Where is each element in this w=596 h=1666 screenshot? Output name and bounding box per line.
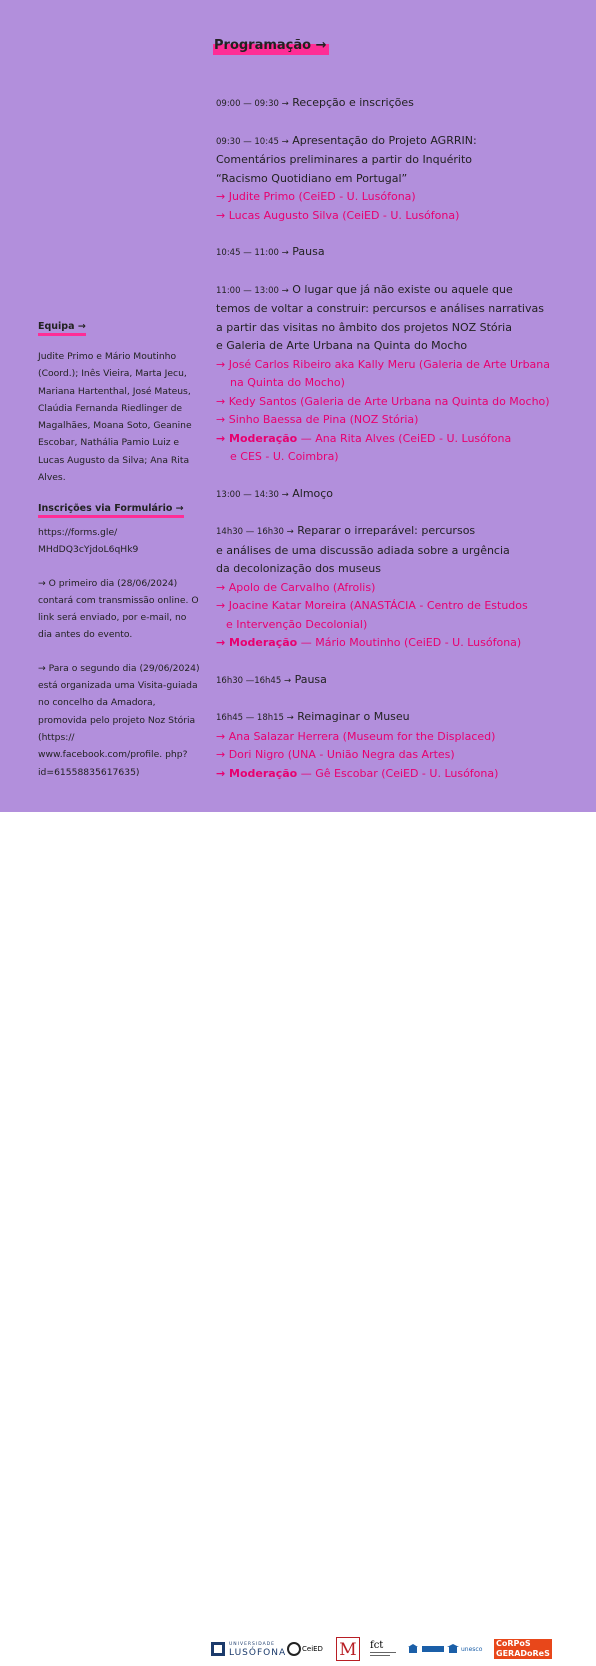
item-time: 09:30 — 10:45 → bbox=[216, 136, 289, 147]
speaker: → Apolo de Carvalho (Afrolis) bbox=[216, 580, 376, 594]
programacao-title: Programação → bbox=[214, 38, 327, 53]
item-title: Recepção e inscrições bbox=[292, 96, 414, 109]
ceied-emblem-icon bbox=[287, 1642, 301, 1656]
speaker: → Judite Primo (CeiED - U. Lusófona) bbox=[216, 190, 416, 203]
item-time: 09:00 — 09:30 → bbox=[216, 99, 289, 109]
item-title: Apresentação do Projeto AGRRIN: bbox=[292, 133, 477, 147]
item-title: e análises de uma discussão adiada sobre a urgência bbox=[216, 543, 510, 557]
speaker: → Kedy Santos (Galeria de Arte Urbana na Quinta do Mocho) bbox=[216, 394, 550, 408]
moderation: → Moderação — Ana Rita Alves (CeiED - U. Lusófona bbox=[216, 431, 512, 445]
schedule-item bbox=[216, 708, 576, 783]
item-title: Comentários preliminares a partir do Inquérito bbox=[216, 153, 472, 166]
unesco-text: unesco bbox=[461, 1645, 483, 1653]
item-time: 14h30 — 16h30 → bbox=[216, 527, 294, 537]
museum-m-icon bbox=[336, 1637, 360, 1661]
lusofona-emblem-icon bbox=[210, 1641, 226, 1657]
fct-text: fct bbox=[370, 1640, 384, 1651]
unesco-emblem-icon bbox=[408, 1644, 418, 1654]
form-link[interactable]: https://forms.gle/ MHdDQ3cYjdoL6qHk9 bbox=[38, 527, 139, 556]
day2-note: → Para o segundo dia (29/06/2024) está organizada uma Visita-guiada no concelho da Amadora, promovida pelo projeto Noz Stória (https:// www.facebook.com/profile. php?id=61558835617635) bbox=[38, 662, 200, 778]
fct-lines-icon bbox=[370, 1651, 396, 1657]
schedule-item bbox=[216, 94, 576, 114]
item-title: O lugar que já não existe ou aquele que bbox=[292, 282, 513, 296]
schedule bbox=[216, 94, 576, 801]
moderation: e CES - U. Coimbra) bbox=[230, 450, 339, 463]
schedule-item bbox=[216, 522, 576, 653]
museum-logo bbox=[336, 1632, 360, 1666]
unesco-temple-icon bbox=[447, 1644, 459, 1654]
item-title: Pausa bbox=[294, 672, 327, 686]
schedule-item bbox=[216, 281, 576, 467]
equipa-text: Judite Primo e Mário Moutinho (Coord.); Inês Vieira, Marta Jecu, Mariana Hartenthal, José Mateus, Claúdia Fernanda Riedlinger de Magalhães, Moana Soto, Geanine Escobar, Nathália Pamio Luiz e Lucas Augusto da Silva; Ana Rita Alves. bbox=[38, 351, 192, 484]
schedule-item bbox=[216, 671, 576, 691]
geradores-text: GERADoReS bbox=[496, 1649, 550, 1658]
item-title: “Racismo Quotidiano em Portugal” bbox=[216, 171, 408, 185]
schedule-item bbox=[216, 485, 576, 505]
partner-logo-icon bbox=[422, 1644, 444, 1654]
speaker: → Dori Nigro (UNA - União Negra das Artes) bbox=[216, 748, 455, 761]
equipa-section bbox=[38, 318, 200, 486]
moderation: → Moderação — Mário Moutinho (CeiED - U. Lusófona) bbox=[216, 636, 522, 649]
item-title: a partir das visitas no âmbito dos projetos NOZ Stória bbox=[216, 320, 512, 334]
poster bbox=[0, 0, 596, 812]
footer-logos bbox=[0, 812, 596, 1660]
corpos-text: CoRPoS bbox=[494, 1639, 552, 1649]
lusofona-small: UNIVERSIDADE bbox=[229, 1642, 275, 1647]
item-title: e Galeria de Arte Urbana na Quinta do Mocho bbox=[216, 339, 468, 352]
speaker: → Joacine Katar Moreira (ANASTÁCIA - Centro de Estudos bbox=[216, 599, 528, 612]
equipa-heading: Equipa → bbox=[38, 320, 86, 336]
item-time: 16h30 —16h45 → bbox=[216, 675, 292, 686]
item-title: da decolonização dos museus bbox=[216, 562, 381, 575]
item-time: 13:00 — 14:30 → bbox=[216, 489, 289, 500]
speaker: na Quinta do Mocho) bbox=[230, 376, 345, 389]
item-title: Pausa bbox=[292, 245, 325, 258]
inscricoes-section bbox=[38, 500, 200, 781]
inscricoes-heading: Inscrições via Formulário → bbox=[38, 502, 184, 518]
schedule-item bbox=[216, 243, 576, 263]
item-time: 11:00 — 13:00 → bbox=[216, 285, 289, 296]
schedule-item bbox=[216, 132, 576, 226]
speaker: e Intervenção Decolonial) bbox=[226, 617, 368, 631]
day1-note: → O primeiro dia (28/06/2024) contará com transmissão online. O link será enviado, por e-mail, no dia antes do evento. bbox=[38, 577, 199, 641]
speaker: → Sinho Baessa de Pina (NOZ Stória) bbox=[216, 413, 419, 426]
fct-logo bbox=[370, 1632, 396, 1666]
item-time: 10:45 — 11:00 → bbox=[216, 248, 289, 258]
svg-text:M: M bbox=[339, 1640, 357, 1660]
ceied-text: CeiED bbox=[302, 1645, 323, 1653]
moderation: → Moderação — Gê Escobar (CeiED - U. Lusófona) bbox=[216, 766, 499, 780]
speaker: → José Carlos Ribeiro aka Kally Meru (Galeria de Arte Urbana bbox=[216, 357, 551, 371]
lusofona-logo bbox=[210, 1632, 286, 1666]
item-title: temos de voltar a construir: percursos e análises narrativas bbox=[216, 302, 544, 315]
corpos-geradores-logo bbox=[494, 1632, 552, 1666]
speaker: → Ana Salazar Herrera (Museum for the Displaced) bbox=[216, 729, 496, 743]
item-title: Reimaginar o Museu bbox=[297, 710, 410, 723]
item-title: Reparar o irreparável: percursos bbox=[297, 524, 476, 537]
item-title: Almoço bbox=[292, 486, 334, 500]
item-time: 16h45 — 18h15 → bbox=[216, 713, 294, 723]
speaker: → Lucas Augusto Silva (CeiED - U. Lusófona) bbox=[216, 208, 460, 222]
lusofona-text: LUSÓFONA bbox=[229, 1648, 287, 1658]
ceied-logo bbox=[287, 1632, 323, 1666]
unesco-logos bbox=[408, 1632, 482, 1666]
